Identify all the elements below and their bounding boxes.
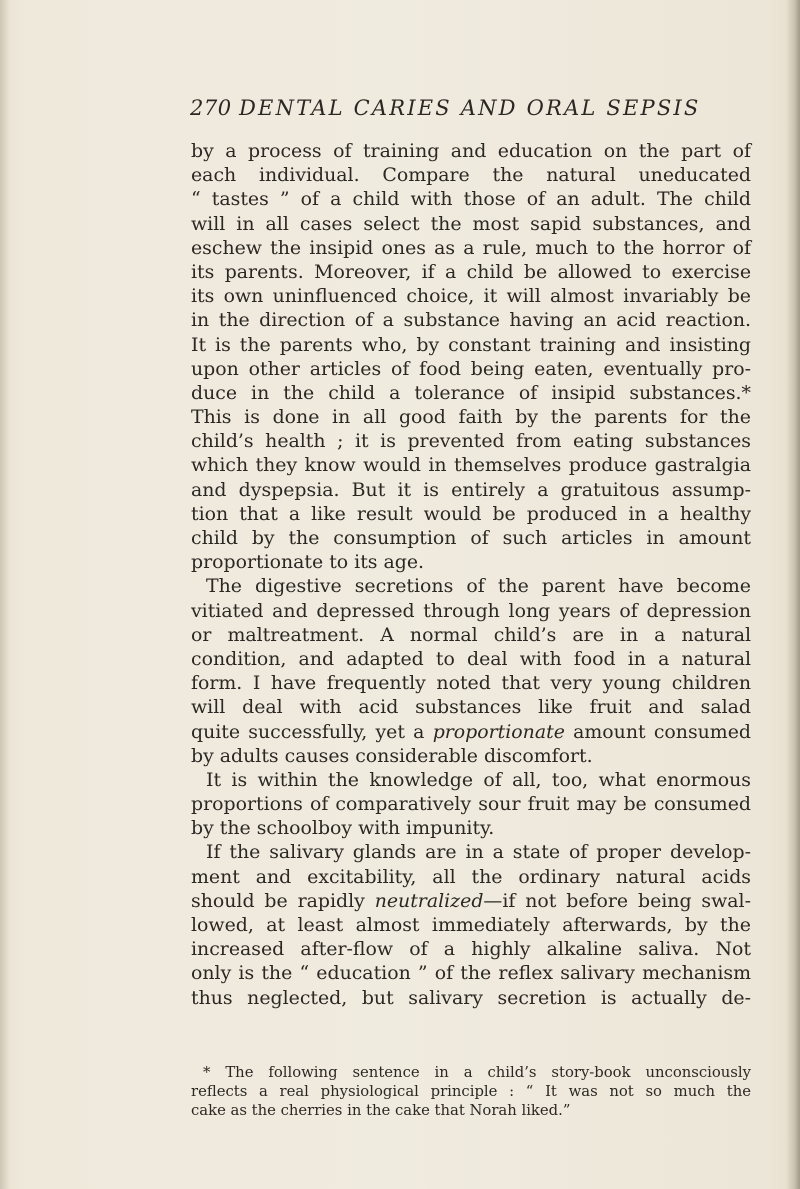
text-line: This is done in all good faith by the parents for the xyxy=(191,406,751,429)
text-line: child by the consumption of such articles in amount xyxy=(191,527,751,549)
text-line: “ tastes ” of a child with those of an adult. The child xyxy=(191,188,751,211)
text-line: each individual. Compare the natural uneducated xyxy=(191,164,751,187)
running-head xyxy=(190,96,750,126)
text-line: upon other articles of food being eaten, eventually pro- xyxy=(191,357,751,380)
footnote xyxy=(191,1063,751,1121)
text-line: The digestive secretions of the parent have become xyxy=(206,575,751,598)
page-gutter-shadow xyxy=(0,0,10,1189)
text-line: will in all cases select the most sapid substances, and xyxy=(191,212,751,235)
text-line: ment and excitability, all the ordinary natural acids xyxy=(191,865,751,888)
text-line: its own uninfluenced choice, it will almost invariably be xyxy=(191,285,751,308)
italic-emphasis: proportionate xyxy=(432,720,565,743)
text-line: form. I have frequently noted that very young children xyxy=(191,672,751,695)
text-line: will deal with acid substances like fruit and salad xyxy=(191,696,751,719)
footnote-line: reflects a real physiological principle : “ It was not so much the xyxy=(191,1083,751,1101)
text-line: proportionate to its age. xyxy=(191,551,425,574)
text-segment: should be rapidly xyxy=(191,889,365,912)
text-line: in the direction of a substance having an acid reaction. xyxy=(191,309,751,332)
text-line: If the salivary glands are in a state of proper develop- xyxy=(206,841,751,864)
italic-emphasis: neutralized xyxy=(374,889,484,912)
text-line: condition, and adapted to deal with food in a natural xyxy=(191,647,751,670)
text-line: child’s health ; it is prevented from eating substances xyxy=(191,430,751,453)
text-line: which they know would in themselves produce gastralgia xyxy=(191,454,751,477)
text-line: proportions of comparatively sour fruit may be consumed xyxy=(191,793,751,816)
text-line: duce in the child a tolerance of insipid substances.* xyxy=(191,381,751,404)
text-segment: amount consumed xyxy=(573,720,751,743)
text-line: increased after-flow of a highly alkaline saliva. Not xyxy=(191,938,751,961)
chapter-title: DENTAL CARIES AND ORAL SEPSIS xyxy=(239,96,701,120)
text-line: vitiated and depressed through long years of depression xyxy=(191,599,751,622)
text-line: by adults causes considerable discomfort. xyxy=(191,744,593,767)
footnote-line: cake as the cherries in the cake that Norah liked.” xyxy=(191,1102,571,1120)
text-segment: —if not before being swal- xyxy=(483,889,751,912)
text-line: by a process of training and education on the part of xyxy=(191,140,751,162)
text-line xyxy=(191,889,751,913)
text-line: It is within the knowledge of all, too, what enormous xyxy=(206,768,751,791)
text-line: and dyspepsia. But it is entirely a gratuitous assump- xyxy=(191,478,751,501)
text-line: eschew the insipid ones as a rule, much to the horror of xyxy=(191,236,751,259)
text-line: It is the parents who, by constant training and insisting xyxy=(191,333,751,356)
text-line: or maltreatment. A normal child’s are in a natural xyxy=(191,623,751,646)
text-segment: quite successfully, yet a xyxy=(191,720,425,743)
text-line: its parents. Moreover, if a child be allowed to exercise xyxy=(191,260,751,283)
text-line xyxy=(191,720,751,744)
footnote-line: * The following sentence in a child’s story-book unconsciously xyxy=(203,1064,751,1081)
text-line: lowed, at least almost immediately afterwards, by the xyxy=(191,914,751,936)
text-line: tion that a like result would be produced in a healthy xyxy=(191,502,751,525)
text-line: by the schoolboy with impunity. xyxy=(191,817,495,840)
text-line: only is the “ education ” of the reflex salivary mechanism xyxy=(191,962,751,985)
page-edge-shadow xyxy=(786,0,800,1189)
body-text xyxy=(191,139,751,1010)
text-line: thus neglected, but salivary secretion is actually de- xyxy=(191,986,751,1009)
page-number: 270 xyxy=(190,96,232,120)
